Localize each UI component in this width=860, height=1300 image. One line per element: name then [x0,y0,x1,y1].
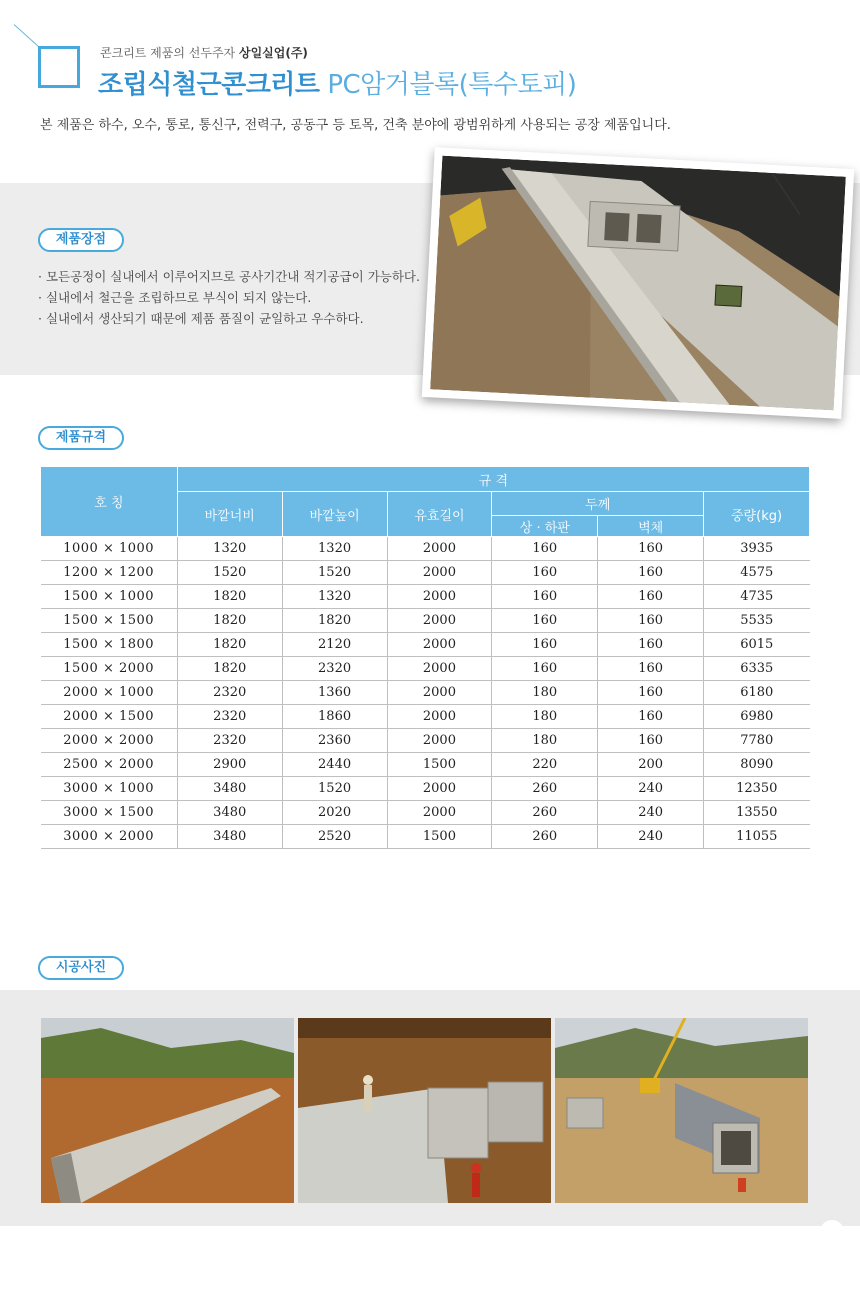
table-row [41,609,810,633]
row-value-cell: 2000 [387,801,492,825]
row-value-cell: 2000 [387,657,492,681]
spec-heading: 제품규격 [38,426,124,450]
table-row [41,753,810,777]
row-value-cell: 160 [598,729,704,753]
row-value-cell: 160 [598,609,704,633]
feature-item: · 모든공정이 실내에서 이루어지므로 공사기간내 적기공급이 가능하다. [38,266,420,287]
row-value-cell: 160 [492,537,598,561]
title-bold: 조립식철근콘크리트 [98,70,320,100]
row-value-cell: 1320 [282,585,387,609]
row-value-cell: 260 [492,825,598,849]
table-row [41,801,810,825]
row-value-cell: 160 [492,585,598,609]
row-value-cell: 12350 [704,777,810,801]
row-value-cell: 160 [598,561,704,585]
row-value-cell: 2020 [282,801,387,825]
row-value-cell: 8090 [704,753,810,777]
table-row [41,657,810,681]
row-value-cell: 4735 [704,585,810,609]
row-value-cell: 180 [492,681,598,705]
table-row [41,633,810,657]
row-value-cell: 6180 [704,681,810,705]
page-title [98,64,576,101]
row-value-cell: 260 [492,777,598,801]
row-value-cell: 1520 [282,561,387,585]
row-value-cell: 180 [492,729,598,753]
row-value-cell: 220 [492,753,598,777]
corner-decoration [820,1220,844,1244]
row-value-cell: 160 [492,633,598,657]
header-group: 규 격 [177,467,809,492]
row-value-cell: 2120 [282,633,387,657]
construction-photo-1 [41,1018,294,1203]
row-name-cell: 1200 × 1200 [41,561,178,585]
header-effective-length: 유효길이 [387,492,492,537]
table-row [41,681,810,705]
row-value-cell: 2000 [387,633,492,657]
row-value-cell: 240 [598,777,704,801]
subtitle-prefix: 콘크리트 제품의 선두주자 [100,46,236,60]
row-value-cell: 160 [598,537,704,561]
table-row [41,705,810,729]
spec-table-body [41,537,810,849]
row-value-cell: 2440 [282,753,387,777]
row-value-cell: 6335 [704,657,810,681]
header-subtitle [100,44,308,61]
row-value-cell: 1860 [282,705,387,729]
row-value-cell: 3480 [177,777,282,801]
construction-photo-2 [298,1018,551,1203]
table-row [41,585,810,609]
spec-table [40,466,810,849]
row-value-cell: 240 [598,801,704,825]
row-value-cell: 6980 [704,705,810,729]
header-outer-height: 바깥높이 [282,492,387,537]
row-value-cell: 160 [492,657,598,681]
row-value-cell: 11055 [704,825,810,849]
row-value-cell: 1500 [387,825,492,849]
header-wall: 벽체 [598,516,704,537]
row-value-cell: 1820 [177,609,282,633]
row-value-cell: 160 [598,585,704,609]
row-value-cell: 3480 [177,801,282,825]
row-value-cell: 160 [598,633,704,657]
logo-square-icon [38,46,80,88]
construction-photo-3 [555,1018,808,1203]
trench-work-illustration [298,1018,551,1203]
main-photo [422,147,855,419]
header-thickness: 두께 [492,492,704,516]
row-value-cell: 1320 [177,537,282,561]
row-value-cell: 1520 [177,561,282,585]
row-value-cell: 1360 [282,681,387,705]
row-value-cell: 180 [492,705,598,729]
features-list [38,266,420,329]
header-name: 호 칭 [41,467,178,537]
row-value-cell: 2320 [177,705,282,729]
row-value-cell: 160 [598,681,704,705]
row-value-cell: 1820 [177,633,282,657]
row-value-cell: 2000 [387,537,492,561]
row-value-cell: 200 [598,753,704,777]
company-name: 상일실업(주) [238,46,308,60]
row-value-cell: 5535 [704,609,810,633]
culvert-line-illustration [41,1018,294,1203]
row-value-cell: 2000 [387,561,492,585]
row-value-cell: 2320 [282,657,387,681]
row-name-cell: 2000 × 1500 [41,705,178,729]
culvert-site-illustration [430,156,846,411]
row-value-cell: 1820 [177,585,282,609]
row-name-cell: 1500 × 1800 [41,633,178,657]
row-value-cell: 160 [598,705,704,729]
row-value-cell: 4575 [704,561,810,585]
intro-text: 본 제품은 하수, 오수, 통로, 통신구, 전력구, 공동구 등 토목, 건축 분야에 광범위하게 사용되는 공장 제품입니다. [40,118,671,133]
row-value-cell: 1820 [282,609,387,633]
row-value-cell: 2900 [177,753,282,777]
table-row [41,825,810,849]
row-value-cell: 2000 [387,705,492,729]
row-value-cell: 3480 [177,825,282,849]
header-top-bottom: 상 · 하판 [492,516,598,537]
row-value-cell: 160 [492,609,598,633]
row-value-cell: 160 [598,657,704,681]
row-value-cell: 2360 [282,729,387,753]
row-name-cell: 1500 × 2000 [41,657,178,681]
features-heading: 제품장점 [38,228,124,252]
row-value-cell: 160 [492,561,598,585]
row-name-cell: 1500 × 1500 [41,609,178,633]
table-row [41,537,810,561]
row-value-cell: 2000 [387,585,492,609]
row-value-cell: 2000 [387,681,492,705]
row-value-cell: 2000 [387,729,492,753]
row-value-cell: 2320 [177,681,282,705]
row-value-cell: 2520 [282,825,387,849]
row-value-cell: 6015 [704,633,810,657]
row-name-cell: 2000 × 1000 [41,681,178,705]
feature-item: · 실내에서 생산되기 때문에 제품 품질이 균일하고 우수하다. [38,308,420,329]
row-value-cell: 240 [598,825,704,849]
row-value-cell: 1820 [177,657,282,681]
table-row [41,777,810,801]
row-name-cell: 3000 × 1500 [41,801,178,825]
table-row [41,729,810,753]
header-outer-width: 바깥너비 [177,492,282,537]
row-value-cell: 13550 [704,801,810,825]
table-row [41,561,810,585]
row-value-cell: 2000 [387,609,492,633]
header-weight: 중량(kg) [704,492,810,537]
title-light: PC암거블록(특수토피) [327,70,577,100]
row-name-cell: 1000 × 1000 [41,537,178,561]
row-name-cell: 3000 × 2000 [41,825,178,849]
row-value-cell: 2000 [387,777,492,801]
feature-item: · 실내에서 철근을 조립하므로 부식이 되지 않는다. [38,287,420,308]
gallery-heading: 시공사진 [38,956,124,980]
row-name-cell: 1500 × 1000 [41,585,178,609]
row-name-cell: 2000 × 2000 [41,729,178,753]
row-value-cell: 1320 [282,537,387,561]
row-value-cell: 7780 [704,729,810,753]
row-value-cell: 260 [492,801,598,825]
row-value-cell: 1500 [387,753,492,777]
row-value-cell: 2320 [177,729,282,753]
row-value-cell: 1520 [282,777,387,801]
culvert-yard-illustration [555,1018,808,1203]
row-name-cell: 2500 × 2000 [41,753,178,777]
row-name-cell: 3000 × 1000 [41,777,178,801]
row-value-cell: 3935 [704,537,810,561]
